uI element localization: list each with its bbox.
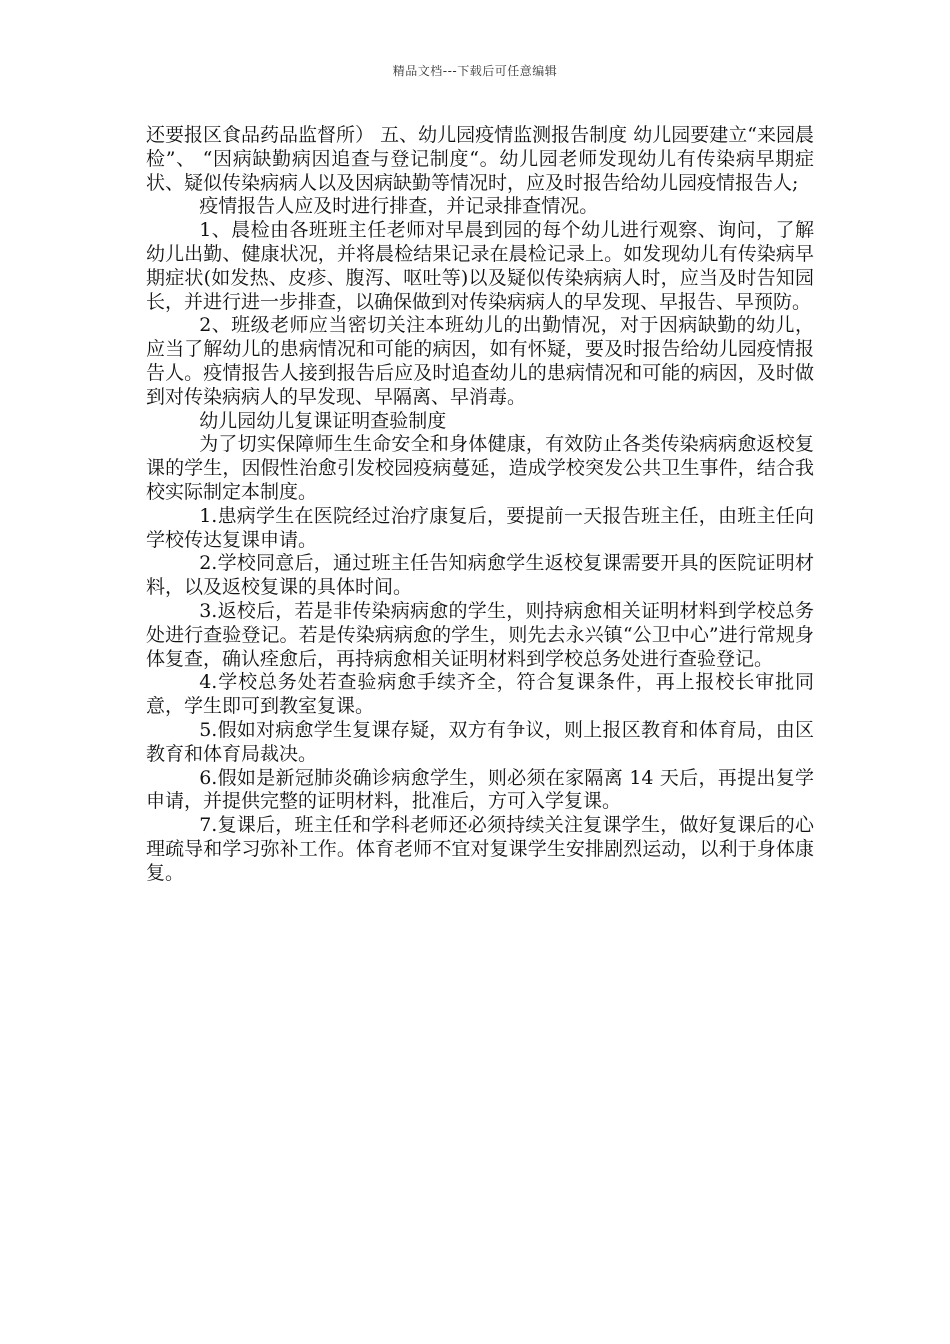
paragraph-attendance: 2、班级老师应当密切关注本班幼儿的出勤情况，对于因病缺勤的幼儿，应当了解幼儿的患病情况和可能的病因，如有怀疑，要及时报告给幼儿园疫情报告人。疫情报告人接到报告后应及时追查幼儿的患病情况和可能的病因，及时做到对传染病病人的早发现、早隔离、早消毒。 <box>146 314 814 408</box>
section-heading: 幼儿园幼儿复课证明查验制度 <box>199 409 447 432</box>
list-item: 2.学校同意后，通过班主任告知病愈学生返校复课需要开具的医院证明材料，以及返校复课的具体时间。 <box>146 552 814 599</box>
list-item: 7.复课后，班主任和学科老师还必须持续关注复课学生，做好复课后的心理疏导和学习弥补工作。体育老师不宜对复课学生安排剧烈运动，以利于身体康复。 <box>146 814 814 884</box>
list-item: 6.假如是新冠肺炎确诊病愈学生，则必须在家隔离 14 天后，再提出复学申请，并提供完整的证明材料，批准后，方可入学复课。 <box>146 766 814 813</box>
paragraph-morning-check: 1、晨检由各班班主任老师对早晨到园的每个幼儿进行观察、询问，了解幼儿出勤、健康状况，并将晨检结果记录在晨检记录上。如发现幼儿有传染病早期症状(如发热、皮疹、腹泻、呕吐等)以及疑似传染病病人时，应当及时告知园长，并进行进一步排查，以确保做到对传染病病人的早发现、早报告、早预防。 <box>146 219 814 313</box>
paragraph-report-person: 疫情报告人应及时进行排查，并记录排查情况。 <box>199 195 599 218</box>
paragraph-intro: 还要报区食品药品监督所） 五、幼儿园疫情监测报告制度 幼儿园要建立“来园晨检”、 “因病缺勤病因追查与登记制度“。幼儿园老师发现幼儿有传染病早期症状、疑似传染病病人以及因病缺勤等情况时，应及时报告给幼儿园疫情报告人; <box>146 124 814 194</box>
list-item: 5.假如对病愈学生复课存疑，双方有争议，则上报区教育和体育局，由区教育和体育局裁决。 <box>146 718 814 765</box>
list-item: 3.返校后，若是非传染病病愈的学生，则持病愈相关证明材料到学校总务处进行查验登记。若是传染病病愈的学生，则先去永兴镇“公卫中心”进行常规身体复查，确认痊愈后，再持病愈相关证明材料到学校总务处进行查验登记。 <box>146 599 814 670</box>
list-item: 4.学校总务处若查验病愈手续齐全，符合复课条件，再上报校长审批同意，学生即可到教室复课。 <box>146 671 814 718</box>
document-body <box>146 124 814 886</box>
list-item: 1.患病学生在医院经过治疗康复后，要提前一天报告班主任，由班主任向学校传达复课申请。 <box>146 504 814 551</box>
paragraph-purpose: 为了切实保障师生生命安全和身体健康，有效防止各类传染病病愈返校复课的学生，因假性治愈引发校园疫病蔓延，造成学校突发公共卫生事件，结合我校实际制定本制度。 <box>146 433 814 503</box>
page-header: 精品文档---下载后可任意编辑 <box>392 64 558 78</box>
